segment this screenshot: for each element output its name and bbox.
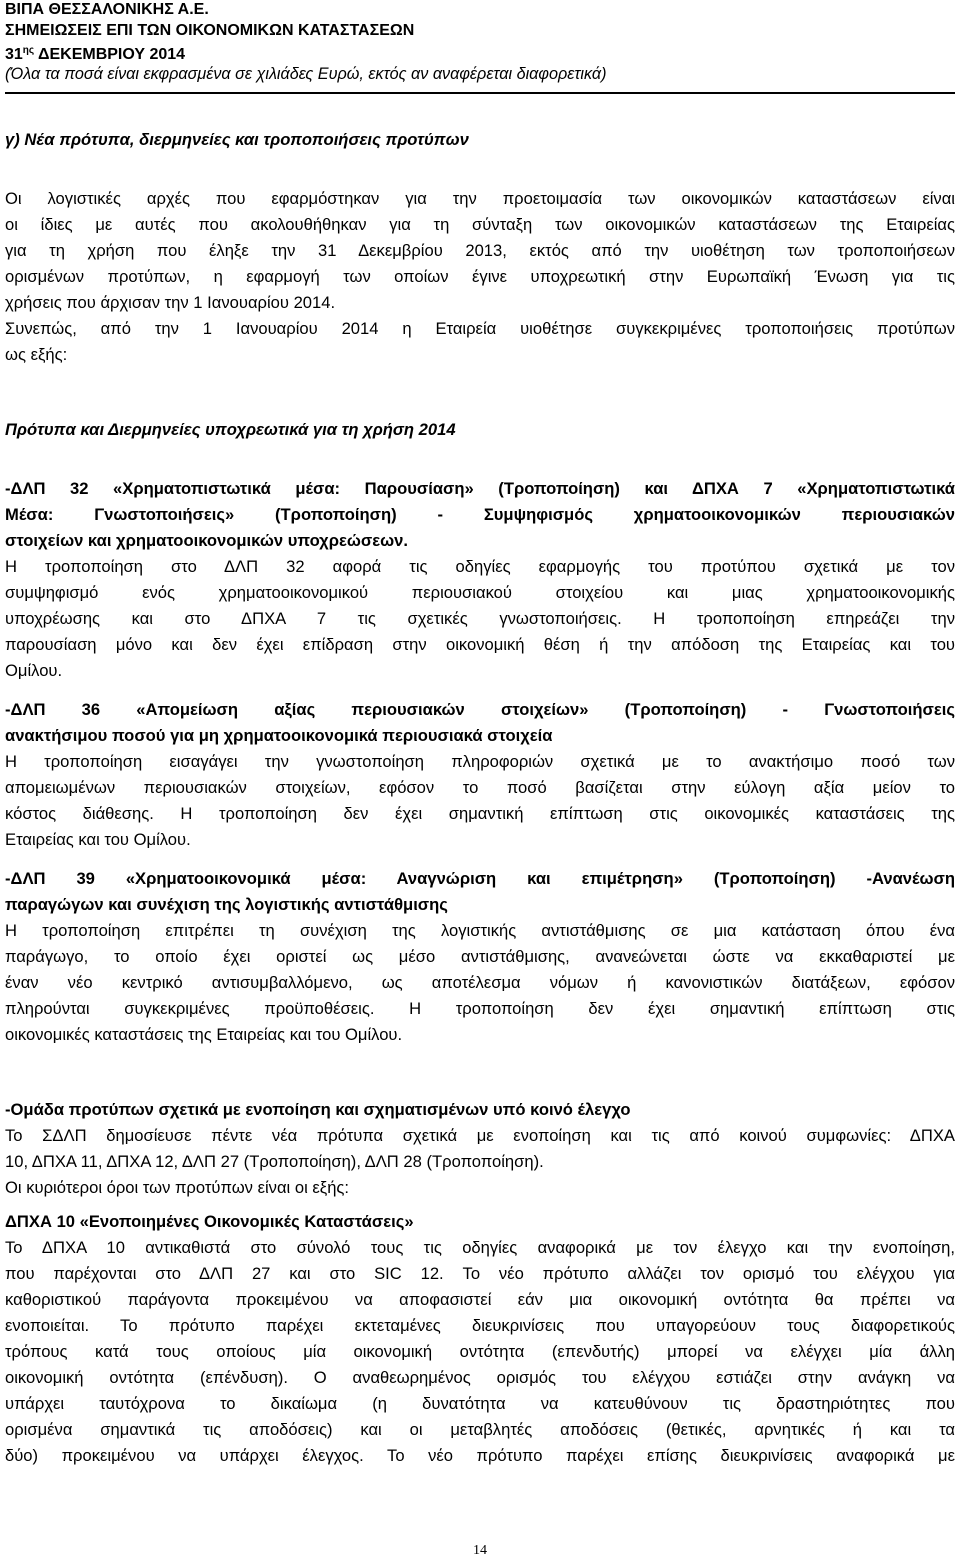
intro-paragraph xyxy=(5,186,955,368)
text-line: Οι λογιστικές αρχές που εφαρμόστηκαν για την προετοιμασία των οικονομικών καταστάσεων είναι xyxy=(5,189,955,208)
report-date xyxy=(5,41,955,65)
text-line: που παρέχονται στο ΔΛΠ 27 και στο SIC 12. Το νέο πρότυπο αλλάζει τον ορισμό του ελέγχου για xyxy=(5,1264,955,1283)
section-title: γ) Νέα πρότυπα, διερμηνείες και τροποποιήσεις προτύπων xyxy=(5,130,469,149)
date-day: 31 xyxy=(5,46,23,63)
text-line: ορισμένα σημαντικά τις αποδόσεις) και οι μεταβλητές αποδόσεις (θετικές, αρνητικές ή και τα xyxy=(5,1420,955,1439)
text-line: 10, ΔΠΧΑ 11, ΔΠΧΑ 12, ΔΛΠ 27 (Τροποποίηση), ΔΛΠ 28 (Τροποποίηση). xyxy=(5,1152,544,1171)
text-line: Εταιρείας και του Ομίλου. xyxy=(5,830,191,849)
text-line: έναν νέο κεντρικό αντισυμβαλλόμενο, ως αποτέλεσμα νόμων ή κανονιστικών διατάξεων, εφόσον xyxy=(5,973,955,992)
text-line: υποχρέωσης και στο ΔΠΧΑ 7 τις σχετικές γνωστοποιήσεις. Η τροποποίηση επηρεάζει την xyxy=(5,609,955,628)
text-line: χρήσεις που άρχισαν την 1 Ιανουαρίου 2014. xyxy=(5,293,336,312)
ifrs10-block xyxy=(5,1209,955,1469)
text-line: παρουσίαση μόνο και δεν έχει επίδραση στην οικονομική θέση ή την απόδοση της Εταιρείας και του xyxy=(5,635,955,654)
ias39-heading-line: παραγώγων και συνέχιση της λογιστικής αντιστάθμισης xyxy=(5,895,448,914)
text-line: ως εξής: xyxy=(5,345,68,364)
text-line: Συνεπώς, από την 1 Ιανουαρίου 2014 η Εταιρεία υιοθέτησε συγκεκριμένες τροποποιήσεις προτύπων xyxy=(5,319,955,338)
ias36-heading-line: -ΔΛΠ 36 «Απομείωση αξίας περιουσιακών στοιχείων» (Τροποποίηση) - Γνωστοποιήσεις xyxy=(5,700,955,719)
text-line: Το ΔΠΧΑ 10 αντικαθιστά στο σύνολό τους τις οδηγίες αναφορικά με τον έλεγχο και την ενοποίηση, xyxy=(5,1238,955,1257)
sub-heading: Πρότυπα και Διερμηνείες υποχρεωτικά για τη χρήση 2014 xyxy=(5,420,456,439)
text-line: υπάρχει ταυτόχρονα το δικαίωμα (η δυνατότητα να κατευθύνουν τις δραστηριότητες που xyxy=(5,1394,955,1413)
text-line: οι ίδιες με αυτές που ακολουθήθηκαν για τη σύνταξη των οικονομικών καταστάσεων της Εταιρείας xyxy=(5,215,955,234)
text-line: κόστος διάθεσης. Η τροποποίηση δεν έχει σημαντική επίπτωση στις οικονομικές καταστάσεις της xyxy=(5,804,955,823)
ifrs10-heading: ΔΠΧΑ 10 «Ενοποιημένες Οικονομικές Καταστάσεις» xyxy=(5,1212,414,1231)
ias36-block xyxy=(5,697,955,853)
date-rest: ΔΕΚΕΜΒΡΙΟΥ 2014 xyxy=(34,46,186,63)
text-line: Η τροποποίηση επιτρέπει τη συνέχιση της λογιστικής αντιστάθμισης σε μια κατάσταση όπου ένα xyxy=(5,921,955,940)
text-line: Το ΣΔΛΠ δημοσίευσε πέντε νέα πρότυπα σχετικά με ενοποίηση και τις από κοινού συμφωνίες: ΔΠΧΑ xyxy=(5,1126,955,1145)
text-line: οικονομική οντότητα (επένδυση). Ο αναθεωρημένος ορισμός του ελέγχου εστιάζει στην ανάγκη να xyxy=(5,1368,955,1387)
ias32-heading-line: Μέσα: Γνωστοποιήσεις» (Τροποποίηση) - Συμψηφισμός χρηματοοικονομικών περιουσιακών xyxy=(5,505,955,524)
ias32-heading-line: στοιχείων και χρηματοοικονομικών υποχρεώσεων. xyxy=(5,531,408,550)
text-line: καθοριστικού παράγοντα προκειμένου να αποφασιστεί εάν μια οικονομική οντότητα θα πρέπει να xyxy=(5,1290,955,1309)
ias39-heading-line: -ΔΛΠ 39 «Χρηματοοικονομικά μέσα: Αναγνώριση και επιμέτρηση» (Τροποποίηση) -Ανανέωση xyxy=(5,869,955,888)
group-heading: -Ομάδα προτύπων σχετικά με ενοποίηση και σχηματισμένων υπό κοινό έλεγχο xyxy=(5,1100,631,1119)
text-line: για τη χρήση που έληξε την 31 Δεκεμβρίου 2013, εκτός από την υιοθέτηση των τροποποιήσεων xyxy=(5,241,955,260)
text-line: απομειωμένων περιουσιακών στοιχείων, εφόσον το ποσό βασίζεται στην εύλογη αξία μείον το xyxy=(5,778,955,797)
text-line: Η τροποποίηση εισαγάγει την γνωστοποίηση πληροφοριών σχετικά με το ανακτήσιμο ποσό των xyxy=(5,752,955,771)
date-suffix: ης xyxy=(22,45,35,56)
ias32-block xyxy=(5,476,955,684)
ias36-heading-line: ανακτήσιμου ποσού για μη χρηματοοικονομικά περιουσιακά στοιχεία xyxy=(5,726,553,745)
text-line: Οι κυριότεροι όροι των προτύπων είναι οι εξής: xyxy=(5,1178,350,1197)
ias32-heading-line: -ΔΛΠ 32 «Χρηματοπιστωτικά μέσα: Παρουσίαση» (Τροποποίηση) και ΔΠΧΑ 7 «Χρηματοπιστωτικά xyxy=(5,479,955,498)
text-line: δύο) προκειμένου να υπάρχει έλεγχος. Το νέο πρότυπο παρέχει επίσης διευκρινίσεις αναφορικά με xyxy=(5,1446,955,1465)
text-line: ενοποιείται. Το πρότυπο παρέχει εκτεταμένες διευκρινίσεις που υπαγορεύουν τους διαφορετικούς xyxy=(5,1316,955,1335)
text-line: παράγωγο, το οποίο έχει οριστεί ως μέσο αντιστάθμισης, ανανεώνεται ώστε να εκκαθαριστεί με xyxy=(5,947,955,966)
page-number: 14 xyxy=(473,1543,487,1558)
group-standards-block xyxy=(5,1097,955,1201)
company-name: ΒΙΠΑ ΘΕΣΣΑΛΟΝΙΚΗΣ Α.Ε. xyxy=(5,1,209,18)
text-line: πληρούνται συγκεκριμένες προϋποθέσεις. Η τροποποίηση δεν έχει σημαντική επίπτωση στις xyxy=(5,999,955,1018)
text-line: ορισμένων προτύπων, η εφαρμογή των οποίων έγινε υποχρεωτική στην Ευρωπαϊκή Ένωση για τις xyxy=(5,267,955,286)
text-line: τρόπους κατά τους οποίους μία οικονομική οντότητα (επενδυτής) μπορεί να ελέγχει μία άλλη xyxy=(5,1342,955,1361)
header-divider xyxy=(5,92,955,94)
ias39-block xyxy=(5,866,955,1048)
currency-note: (Όλα τα ποσά είναι εκφρασμένα σε χιλιάδες Ευρώ, εκτός αν αναφέρεται διαφορετικά) xyxy=(5,65,607,83)
text-line: Η τροποποίηση στο ΔΛΠ 32 αφορά τις οδηγίες εφαρμογής του προτύπου σχετικά με τον xyxy=(5,557,955,576)
text-line: Ομίλου. xyxy=(5,661,63,680)
text-line: οικονομικές καταστάσεις της Εταιρείας και του Ομίλου. xyxy=(5,1025,403,1044)
text-line: συμψηφισμό ενός χρηματοοικονομικού περιουσιακού στοιχείου και μιας χρηματοοικονομικής xyxy=(5,583,955,602)
notes-title: ΣΗΜΕΙΩΣΕΙΣ ΕΠΙ ΤΩΝ ΟΙΚΟΝΟΜΙΚΩΝ ΚΑΤΑΣΤΑΣΕΩΝ xyxy=(5,22,415,39)
